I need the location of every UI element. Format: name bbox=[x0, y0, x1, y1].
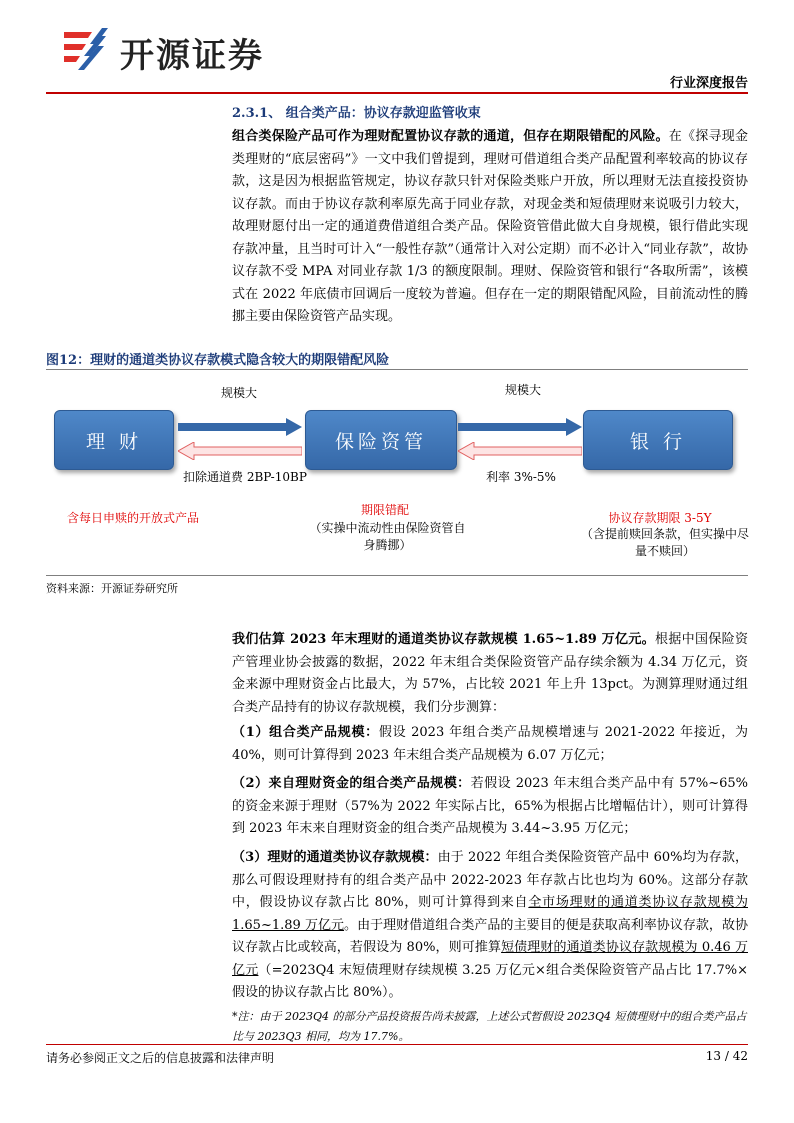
step-3-underline-2: 短债理财的通道类协议存款规模为 0.46 万亿元 bbox=[232, 940, 748, 978]
note-left: 含每日申赎的开放式产品 bbox=[66, 511, 199, 525]
step-2-lead: （2）来自理财资金的组合类产品规模： bbox=[232, 776, 471, 791]
footer-divider bbox=[46, 1044, 748, 1045]
step-1-body: 假设 2023 年组合类产品规模增速与 2021-2022 年接近，为 40%，则可计算得到 2023 年末组合类产品规模为 6.07 万亿元； bbox=[232, 725, 748, 763]
arrow-left-icon bbox=[458, 442, 582, 460]
paragraph-intro bbox=[232, 126, 748, 329]
scale-label-left: 规模大 bbox=[221, 386, 258, 400]
brand-name: 开源证券 bbox=[120, 36, 264, 76]
step-3 bbox=[232, 847, 748, 1005]
step-1 bbox=[232, 722, 748, 767]
step-3-body-b: 。由于理财借道组合类产品的主要目的便是获取高利率协议存款，故协议存款占比或较高，若假设为 80%，则可推算 bbox=[232, 917, 748, 955]
paragraph-lead: 组合类保险产品可作为理财配置协议存款的通道，但存在期限错配的风险。 bbox=[232, 129, 669, 144]
arrow-left-icon bbox=[178, 442, 302, 460]
figure-bottom-rule bbox=[46, 575, 748, 576]
arrow-right-icon bbox=[458, 418, 582, 436]
wealth-management-box: 理 财 bbox=[54, 410, 174, 470]
figure-title: 图12：理财的通道类协议存款模式隐含较大的期限错配风险 bbox=[46, 353, 390, 368]
brand-logo-icon bbox=[62, 26, 122, 74]
paragraph-body: 根据中国保险资产管理业协会披露的数据，2022 年末组合类保险资管产品存续余额为 4.34 万亿元，资金来源中理财资金占比最大，为 57%，占比较 2021 年上升 13pct。为测算理财通过组合类产品持有的协议存款规模，我们分步测算： bbox=[232, 632, 748, 715]
step-2 bbox=[232, 773, 748, 841]
section-title: 2.3.1、 组合类产品：协议存款迎监管收束 bbox=[232, 106, 481, 121]
arrow-right-icon bbox=[178, 418, 302, 436]
footer-disclaimer: 请务必参阅正文之后的信息披露和法律声明 bbox=[46, 1051, 275, 1065]
insurance-asset-mgmt-box: 保险资管 bbox=[305, 410, 457, 470]
step-3-body-c: （=2023Q4 末短债理财存续规模 3.25 万亿元×组合类保险资管产品占比 17.7%×假设的协议存款占比 80%）。 bbox=[232, 962, 748, 1000]
step-3-underline-1: 全市场理财的通道类协议存款规模为 1.65~1.89 万亿元 bbox=[232, 895, 748, 933]
paragraph-lead: 我们估算 2023 年末理财的通道类协议存款规模 1.65~1.89 万亿元。 bbox=[232, 632, 656, 647]
figure-top-rule bbox=[46, 369, 748, 370]
step-3-body-a: 由于 2022 年组合类保险资管产品中 60%均为存款，那么可假设理财持有的组合类产品中 2022-2023 年存款占比也均为 60%。这部分存款中，假设协议存款占比 80%，则可计算得到来自 bbox=[232, 850, 748, 910]
step-2-body: 若假设 2023 年末组合类产品中有 57%~65% 的资金来源于理财（57%为 2022 年实际占比，65%为根据占比增幅估计），则可计算得到 2023 年末来自理财资金的组合类产品规模为 3.44~3.95 万亿元； bbox=[232, 776, 748, 836]
rate-label: 利率 3%-5% bbox=[486, 470, 556, 484]
paragraph-estimate bbox=[232, 629, 748, 719]
page-number: 13 / 42 bbox=[705, 1049, 748, 1063]
step-1-lead: （1）组合类产品规模： bbox=[232, 725, 379, 740]
scale-label-right: 规模大 bbox=[505, 383, 542, 397]
footnote: *注：由于 2023Q4 的部分产品投资报告尚未披露，上述公式暂假设 2023Q4 短债理财中的组合类产品占比与 2023Q3 相同，均为 17.7%。 bbox=[232, 1010, 747, 1043]
paragraph-body: 在《探寻现金类理财的“底层密码”》一文中我们曾提到，理财可借道组合类产品配置利率较高的协议存款，这是因为根据监管规定，协议存款只针对保险类账户开放，所以理财无法直接投资协议存款。而由于协议存款利率原先高于同业存款，对现金类和短债理财来说吸引力较大，故理财愿付出一定的通道费借道组合类产品。保险资管借此做大自身规模，银行借此实现存款冲量，且当时可计入“一般性存款”（通常计入对公定期）而不必计入“同业存款”，故协议存款不受 MPA 对同业存款 1/3 的额度限制。理财、保险资管和银行“各取所需”，该模式在 2022 年底债市回调后一度较为普遍。但存在一定的期限错配风险，目前流动性的腾挪主要由保险资管产品实现。 bbox=[232, 129, 748, 324]
report-type: 行业深度报告 bbox=[669, 76, 748, 91]
note-right-title: 协议存款期限 3-5Y bbox=[608, 511, 712, 525]
note-mid-sub: （实操中流动性由保险资管自身腾挪） bbox=[309, 521, 466, 552]
note-right-sub: （含提前赎回条款，但实操中尽量不赎回） bbox=[580, 527, 749, 558]
note-mid-title: 期限错配 bbox=[360, 503, 409, 517]
fee-label: 扣除通道费 2BP-10BP bbox=[183, 470, 307, 484]
header-divider bbox=[46, 92, 748, 94]
bank-box: 银 行 bbox=[583, 410, 733, 470]
step-3-lead: （3）理财的通道类协议存款规模： bbox=[232, 850, 438, 865]
figure-source: 资料来源：开源证券研究所 bbox=[46, 582, 178, 595]
